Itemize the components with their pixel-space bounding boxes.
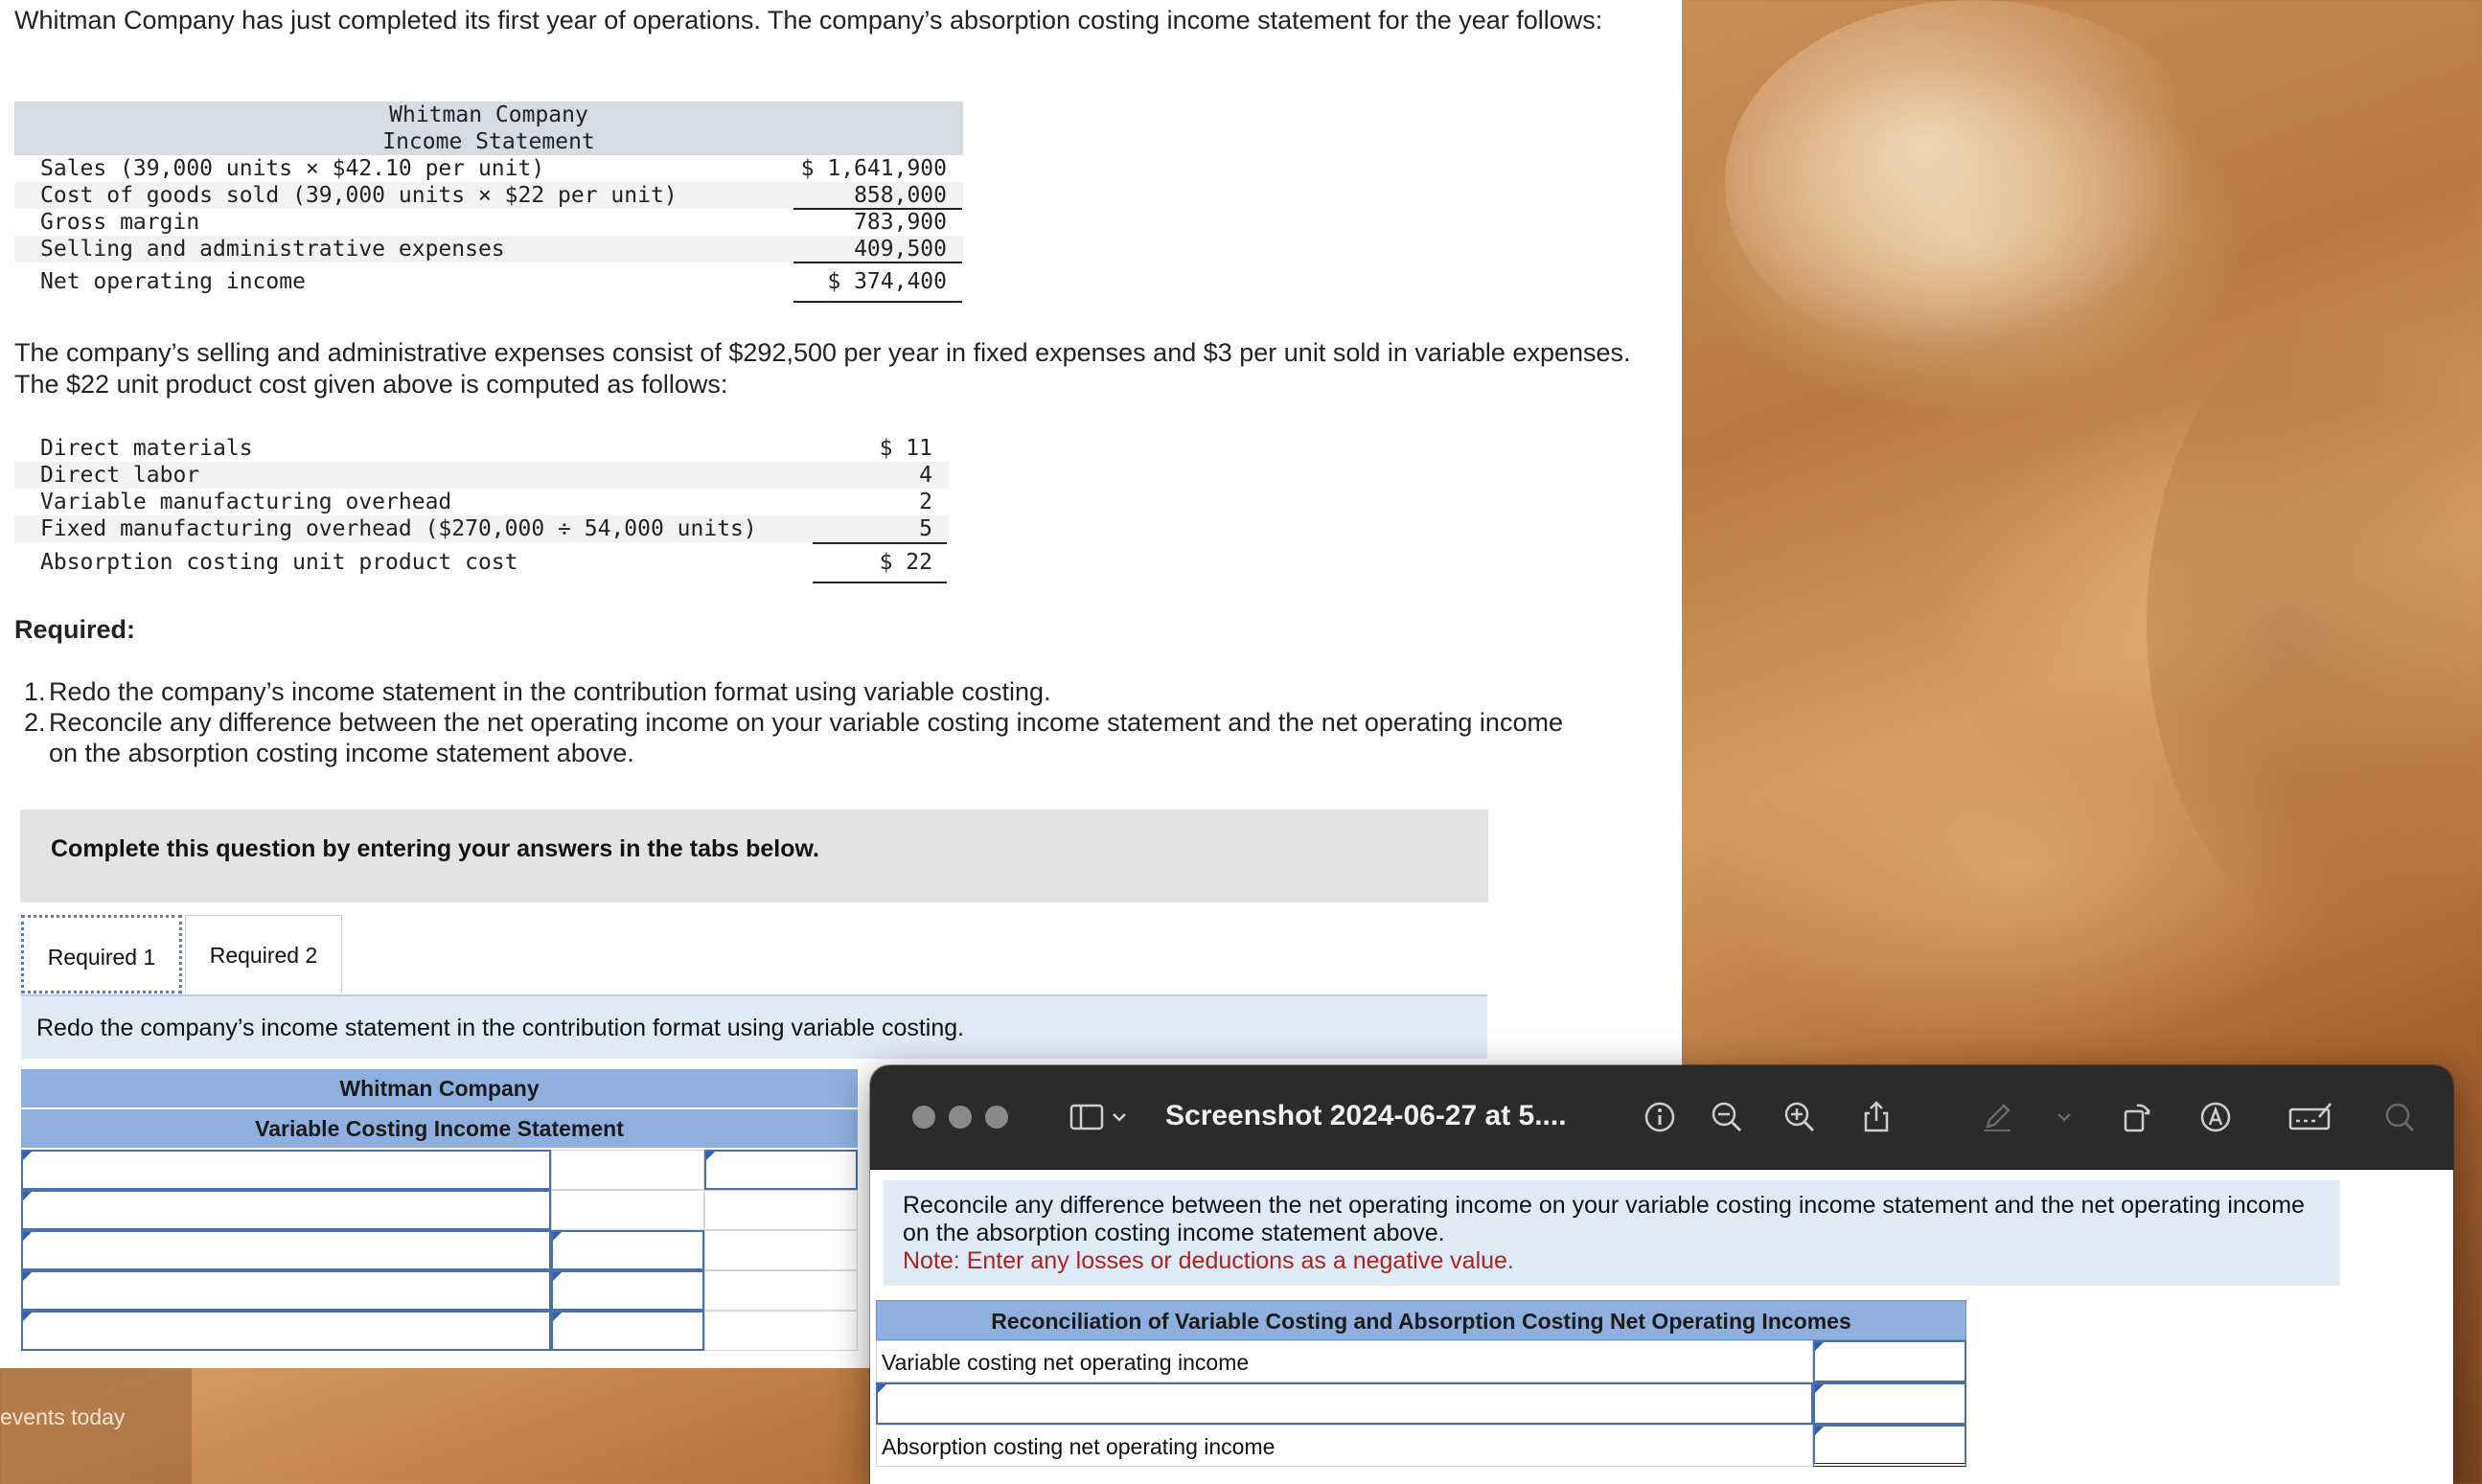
chevron-down-icon[interactable] bbox=[2053, 1098, 2076, 1136]
cost-row bbox=[14, 435, 949, 462]
required-text: Redo the company’s income statement in the contribution format using variable costing. bbox=[49, 677, 1051, 706]
form-fill-icon[interactable] bbox=[2287, 1098, 2334, 1136]
double-underline bbox=[813, 582, 947, 583]
required-item bbox=[14, 676, 1586, 707]
tab-required-2[interactable]: Required 2 bbox=[185, 915, 342, 993]
preview-window-title: Screenshot 2024-06-27 at 5.... bbox=[1165, 1100, 1567, 1131]
statement-row bbox=[14, 182, 963, 209]
statement-row bbox=[14, 155, 963, 182]
required-number: 1. bbox=[24, 677, 46, 706]
cost-label: Variable manufacturing overhead bbox=[40, 490, 452, 514]
cost-value: 5 bbox=[919, 516, 932, 541]
statement-label: Sales (39,000 units × $42.10 per unit) bbox=[40, 156, 545, 181]
underline bbox=[793, 208, 962, 210]
reconciliation-row bbox=[876, 1340, 1966, 1382]
statement-header bbox=[14, 102, 963, 155]
double-underline bbox=[793, 301, 962, 303]
vc-label-input[interactable] bbox=[21, 1270, 551, 1311]
required-heading: Required: bbox=[14, 615, 136, 644]
cost-row bbox=[14, 549, 949, 576]
reconcile-instruction-text: Reconcile any difference between the net operating income on your variable costing income statement and the net operating income on the absorption costing income statement above. bbox=[903, 1192, 2305, 1246]
zoom-window-button[interactable] bbox=[985, 1106, 1008, 1129]
intro-text: Whitman Company has just completed its first year of operations. The company’s absorption costing income statement for the year follows: bbox=[14, 6, 1603, 34]
cost-value: 2 bbox=[919, 490, 932, 514]
rotate-icon[interactable] bbox=[2118, 1098, 2156, 1136]
cost-row bbox=[14, 489, 949, 515]
reconciliation-row bbox=[876, 1425, 1966, 1467]
sidebar-toggle-icon[interactable] bbox=[1068, 1098, 1106, 1136]
complete-question-banner bbox=[20, 810, 1488, 902]
info-icon[interactable] bbox=[1641, 1098, 1679, 1136]
vc-total-cell bbox=[704, 1311, 858, 1351]
underline bbox=[813, 542, 947, 544]
statement-label: Gross margin bbox=[40, 210, 200, 235]
cost-value: 4 bbox=[919, 463, 932, 488]
sa-expenses-text: The company’s selling and administrative expenses consist of $292,500 per year in fixed expenses and $3 per unit sold in variable expenses. The $22 unit product cost given above is computed as follows: bbox=[14, 338, 1631, 399]
vc-label-input[interactable] bbox=[21, 1150, 551, 1190]
dune-shadow bbox=[1687, 671, 2357, 1073]
variable-costing-table bbox=[21, 1150, 858, 1364]
minimize-window-button[interactable] bbox=[949, 1106, 972, 1129]
instruction-bar bbox=[21, 994, 1487, 1059]
reconcile-instruction-bar bbox=[884, 1180, 2340, 1286]
reconciliation-table-title: Reconciliation of Variable Costing and Absorption Costing Net Operating Incomes bbox=[876, 1300, 1966, 1340]
vc-amount-input[interactable] bbox=[551, 1230, 704, 1270]
cost-value: $ 11 bbox=[879, 436, 932, 461]
preview-toolbar bbox=[870, 1065, 2453, 1170]
cost-label: Absorption costing unit product cost bbox=[40, 550, 518, 575]
vc-table-title: Variable Costing Income Statement bbox=[21, 1109, 858, 1148]
vc-amount-cell bbox=[551, 1190, 704, 1230]
statement-value: 858,000 bbox=[854, 183, 947, 208]
statement-row bbox=[14, 268, 963, 295]
zoom-out-icon[interactable] bbox=[1708, 1098, 1746, 1136]
statement-label: Selling and administrative expenses bbox=[40, 237, 505, 262]
zoom-in-icon[interactable] bbox=[1781, 1098, 1819, 1136]
instruction-text: Redo the company’s income statement in the contribution format using variable costing. bbox=[36, 1015, 965, 1041]
vc-total-cell bbox=[704, 1190, 858, 1230]
statement-label: Net operating income bbox=[40, 269, 306, 294]
tab-required-1[interactable]: Required 1 bbox=[21, 915, 182, 993]
negative-value-note: Note: Enter any losses or deductions as a negative value. bbox=[903, 1247, 1514, 1274]
required-text: Reconcile any difference between the net operating income on your variable costing income statement and the net operating income on the absorption costing income statement above. bbox=[49, 708, 1563, 767]
cost-row bbox=[14, 462, 949, 489]
vc-amount-input[interactable] bbox=[551, 1270, 704, 1311]
vc-amount-cell bbox=[551, 1150, 704, 1190]
vc-table-company: Whitman Company bbox=[21, 1069, 858, 1107]
preview-window bbox=[870, 1065, 2453, 1484]
variable-noi-input[interactable] bbox=[1813, 1340, 1966, 1382]
reconciliation-label: Absorption costing net operating income bbox=[882, 1434, 1275, 1459]
reconciliation-row bbox=[876, 1382, 1966, 1425]
underline bbox=[793, 262, 962, 263]
statement-value: 409,500 bbox=[854, 237, 947, 262]
vc-total-cell bbox=[704, 1230, 858, 1270]
vc-total-cell bbox=[704, 1270, 858, 1311]
cost-label: Direct materials bbox=[40, 436, 253, 461]
annotate-icon[interactable] bbox=[2196, 1098, 2235, 1136]
statement-value: 783,900 bbox=[854, 210, 947, 235]
statement-row bbox=[14, 236, 963, 263]
cost-label: Fixed manufacturing overhead ($270,000 ÷ 54,000 units) bbox=[40, 516, 757, 541]
chevron-down-icon[interactable] bbox=[1108, 1098, 1131, 1136]
dune-highlight bbox=[1725, 0, 2223, 364]
vc-label-input[interactable] bbox=[21, 1190, 551, 1230]
search-icon[interactable] bbox=[2380, 1098, 2419, 1136]
dune-shadow bbox=[2147, 287, 2482, 958]
statement-value: $ 374,400 bbox=[827, 269, 947, 294]
vc-amount-input[interactable] bbox=[551, 1311, 704, 1351]
cost-value: $ 22 bbox=[879, 550, 932, 575]
reconciliation-adjustment-label-input[interactable] bbox=[876, 1382, 1813, 1425]
vc-label-input[interactable] bbox=[21, 1311, 551, 1351]
statement-company: Whitman Company bbox=[389, 103, 588, 127]
events-today-label: events today bbox=[0, 1404, 126, 1429]
required-number: 2. bbox=[24, 708, 46, 737]
cost-label: Direct labor bbox=[40, 463, 200, 488]
statement-title: Income Statement bbox=[382, 129, 595, 154]
required-item bbox=[14, 707, 1586, 768]
markup-pen-icon[interactable] bbox=[1978, 1098, 2016, 1136]
vc-total-input[interactable] bbox=[704, 1150, 858, 1190]
cost-row bbox=[14, 515, 949, 542]
statement-value: $ 1,641,900 bbox=[800, 156, 947, 181]
vc-label-input[interactable] bbox=[21, 1230, 551, 1270]
statement-label: Cost of goods sold (39,000 units × $22 per unit) bbox=[40, 183, 678, 208]
reconciliation-adjustment-input[interactable] bbox=[1813, 1382, 1966, 1425]
close-window-button[interactable] bbox=[912, 1106, 935, 1129]
statement-row bbox=[14, 209, 963, 236]
share-icon[interactable] bbox=[1857, 1098, 1896, 1136]
reconciliation-label: Variable costing net operating income bbox=[882, 1350, 1250, 1375]
absorption-noi-input[interactable] bbox=[1813, 1425, 1966, 1467]
complete-text: Complete this question by entering your answers in the tabs below. bbox=[51, 835, 819, 862]
required-list bbox=[14, 676, 1586, 768]
